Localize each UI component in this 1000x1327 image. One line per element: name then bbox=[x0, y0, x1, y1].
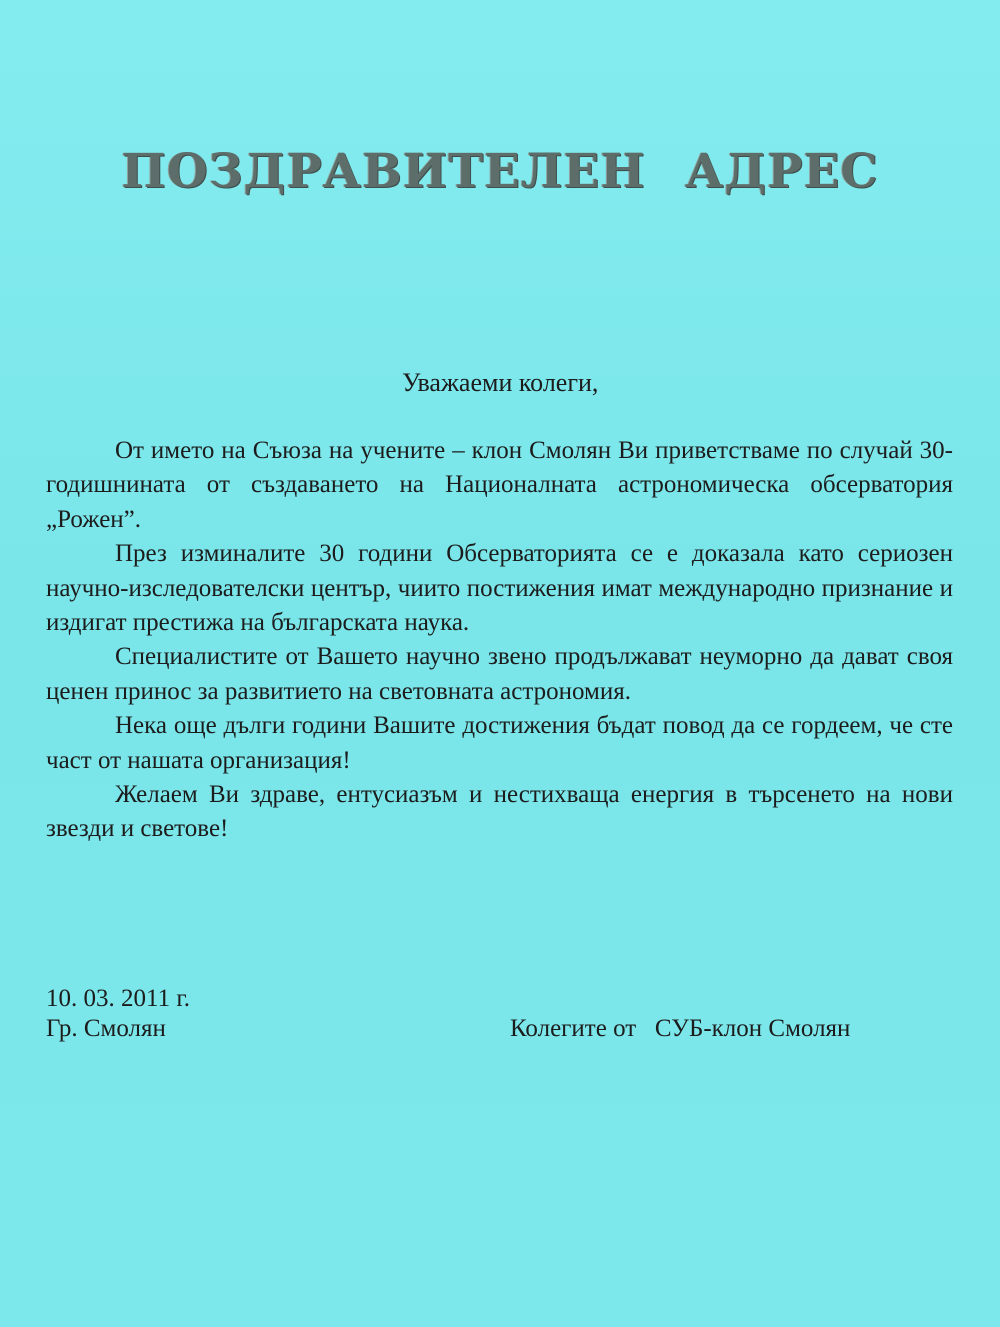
document-date: 10. 03. 2011 г. bbox=[46, 985, 191, 1012]
paragraph-wishes: Желаем Ви здраве, ентусиазъм и нестихваща енергия в търсенето на нови звезди и светове! bbox=[46, 781, 953, 843]
paragraph-achievements: През изминалите 30 години Обсерваторията се е доказала като сериозен научно-изследователски център, чиито постижения имат международно признание и издигат престижа на българската наука. bbox=[46, 540, 953, 637]
paragraph-pride: Нека още дълги години Вашите достижения бъдат повод да се гордеем, че сте част от нашата организация! bbox=[46, 712, 953, 774]
document-title: ПОЗДРАВИТЕЛЕН АДРЕС bbox=[121, 144, 879, 199]
letter-body bbox=[46, 434, 953, 847]
document-city: Гр. Смолян bbox=[46, 1015, 166, 1042]
salutation: Уважаеми колеги, bbox=[402, 368, 599, 397]
paragraph-greeting: От името на Съюза на учените – клон Смолян Ви приветстваме по случай 30-годишнината от създаването на Националната астрономическа обсерватория „Рожен”. bbox=[46, 437, 953, 533]
paragraph-contribution: Специалистите от Вашето научно звено продължават неуморно да дават своя ценен принос за развитието на световната астрономия. bbox=[46, 643, 953, 705]
signature-line: Колегите от СУБ-клон Смолян bbox=[510, 1015, 851, 1042]
